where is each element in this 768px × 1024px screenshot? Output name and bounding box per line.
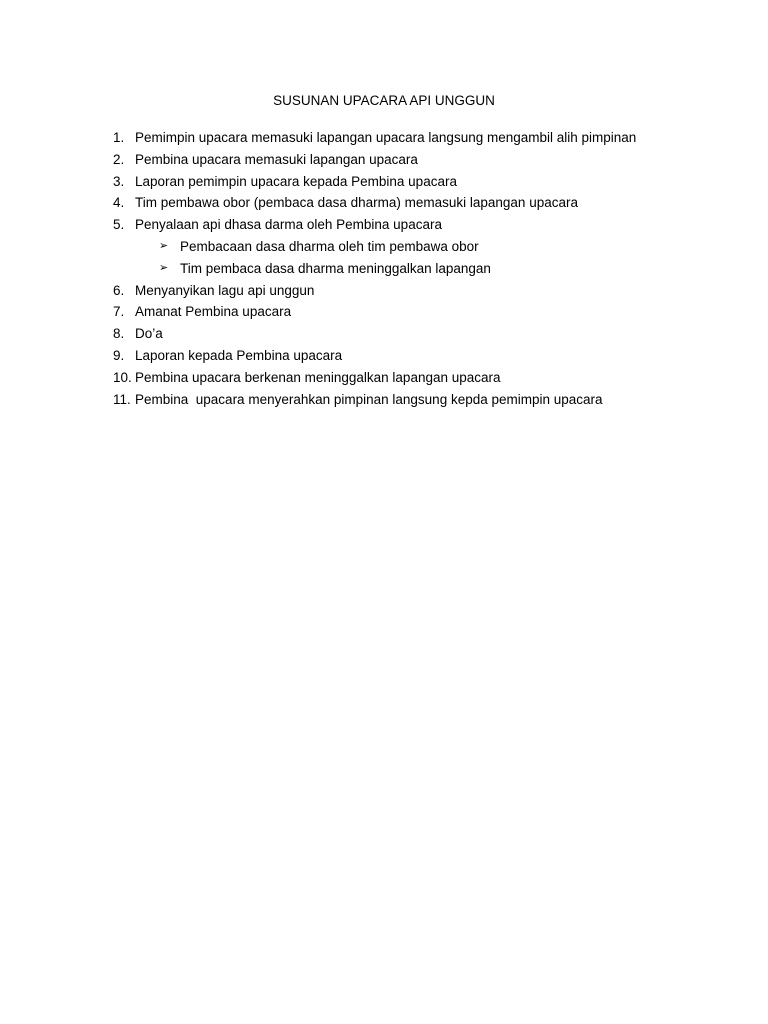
list-item-text: Do’a xyxy=(135,326,163,342)
sub-list-item-text: Tim pembaca dasa dharma meninggalkan lapangan xyxy=(180,260,491,276)
list-item-number: 6. xyxy=(113,282,125,298)
list-item xyxy=(0,301,768,323)
list-item xyxy=(0,345,768,367)
sub-list-item xyxy=(0,236,768,258)
list-item xyxy=(0,171,768,193)
list-item-number: 10. xyxy=(113,369,132,385)
list-item-number: 4. xyxy=(113,195,125,211)
list-item xyxy=(0,127,768,149)
list-item-number: 3. xyxy=(113,173,125,189)
list-item-text: Laporan pemimpin upacara kepada Pembina upacara xyxy=(135,173,457,189)
list-item-text: Pembina upacara menyerahkan pimpinan langsung kepda pemimpin upacara xyxy=(135,391,603,407)
list-item-text: Laporan kepada Pembina upacara xyxy=(135,347,343,363)
list-item xyxy=(0,192,768,214)
list-item-number: 7. xyxy=(113,304,125,320)
list-item xyxy=(0,389,768,411)
list-item xyxy=(0,214,768,236)
list-item-text: Pembina upacara berkenan meninggalkan lapangan upacara xyxy=(135,369,501,385)
list-item-number: 5. xyxy=(113,217,125,233)
list-item xyxy=(0,323,768,345)
list-item-number: 8. xyxy=(113,326,125,342)
list-item xyxy=(0,149,768,171)
list-item-text: Menyanyikan lagu api unggun xyxy=(135,282,315,298)
sub-list-item-text: Pembacaan dasa dharma oleh tim pembawa obor xyxy=(180,238,479,254)
sub-list-item xyxy=(0,258,768,280)
list-item-number: 1. xyxy=(113,130,125,145)
list-item-text: Amanat Pembina upacara xyxy=(135,304,292,320)
list-item-number: 2. xyxy=(113,151,125,167)
list-item-text: Penyalaan api dhasa darma oleh Pembina upacara xyxy=(135,217,442,233)
list-item xyxy=(0,280,768,302)
list-item-text: Pembina upacara memasuki lapangan upacara xyxy=(135,151,418,167)
list-item xyxy=(0,367,768,389)
list-item-number: 9. xyxy=(113,347,125,363)
arrow-bullet-icon: ➢ xyxy=(159,261,169,274)
list-item-number: 11. xyxy=(113,391,131,407)
list-item-text: Pemimpin upacara memasuki lapangan upacara langsung mengambil alih pimpinan xyxy=(135,130,637,145)
list-item-text: Tim pembawa obor (pembaca dasa dharma) memasuki lapangan upacara xyxy=(135,195,578,211)
document-title: SUSUNAN UPACARA API UNGGUN xyxy=(273,93,495,108)
arrow-bullet-icon: ➢ xyxy=(159,239,169,252)
ceremony-order-list xyxy=(0,127,768,410)
